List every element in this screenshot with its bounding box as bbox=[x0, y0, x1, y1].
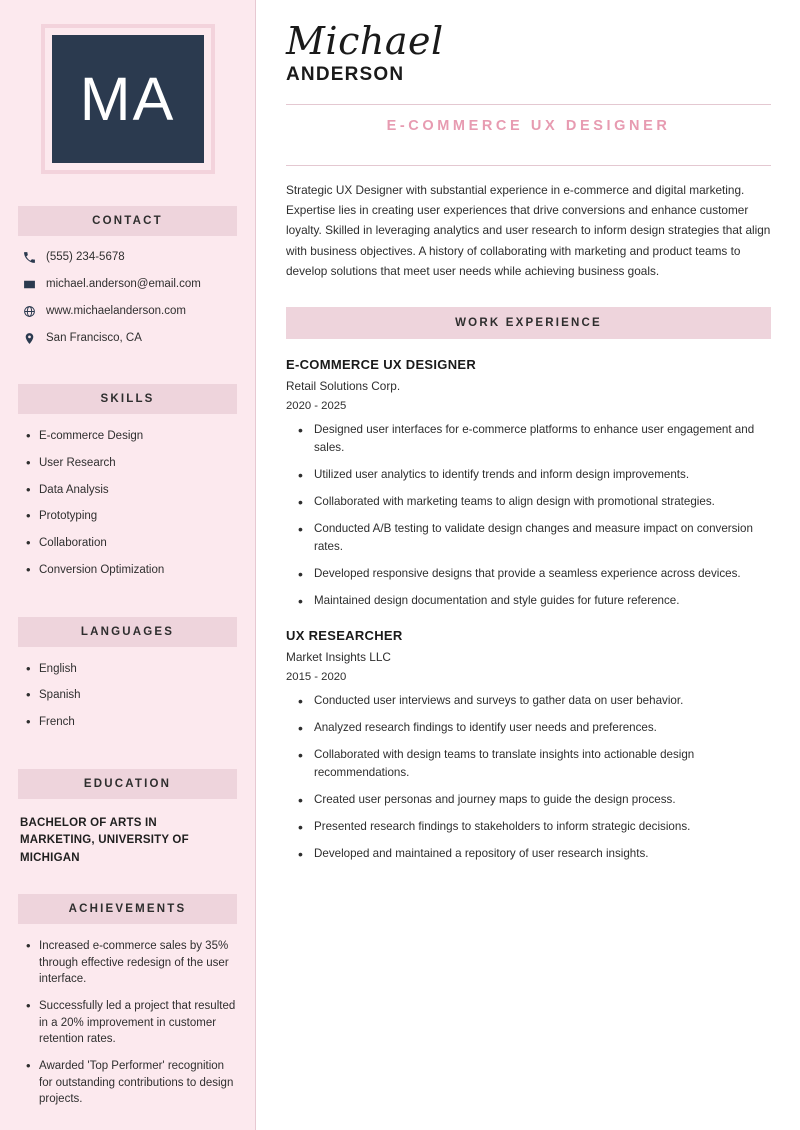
list-item: • Collaborated with marketing teams to align design with promotional strategies. bbox=[298, 493, 771, 511]
contact-phone[interactable] bbox=[22, 250, 237, 264]
list-item: • Maintained design documentation and style guides for future reference. bbox=[298, 592, 771, 610]
contact-location[interactable] bbox=[22, 331, 237, 345]
list-item: • English bbox=[26, 661, 237, 678]
contact-email-value: michael.anderson@email.com bbox=[46, 278, 201, 291]
achievements-heading: ACHIEVEMENTS bbox=[18, 894, 237, 924]
achievements-list bbox=[26, 938, 237, 1118]
monogram-block bbox=[52, 35, 204, 163]
list-item: • Conducted user interviews and surveys to gather data on user behavior. bbox=[298, 692, 771, 710]
contact-email[interactable] bbox=[22, 277, 237, 291]
list-item: • Prototyping bbox=[26, 508, 237, 525]
education-heading: EDUCATION bbox=[18, 769, 237, 799]
skills-heading: SKILLS bbox=[18, 384, 237, 414]
monogram-initials: MA bbox=[79, 65, 176, 134]
profile-summary: Strategic UX Designer with substantial experience in e-commerce and digital marketing. Expertise lies in creating user experiences that drive conversions and enhance customer loyalty. Skilled in leveraging analytics and user research to inform design strategies that align with business objectives. A history of collaborating with marketing and product teams to develop solutions that meet user needs while achieving business goals. bbox=[286, 182, 771, 279]
list-item: • Designed user interfaces for e-commerce platforms to enhance user engagement and sales. bbox=[298, 421, 771, 457]
experience-company: Retail Solutions Corp. bbox=[286, 379, 401, 394]
list-item: • E-commerce Design bbox=[26, 428, 237, 445]
divider-bottom bbox=[286, 165, 771, 166]
monogram-frame bbox=[41, 24, 215, 174]
list-item: • Increased e-commerce sales by 35% through effective redesign of the user interface. bbox=[26, 938, 237, 988]
experience-item bbox=[286, 628, 771, 863]
globe-icon bbox=[22, 304, 36, 318]
list-item: • Conversion Optimization bbox=[26, 562, 237, 579]
experience-bullets bbox=[298, 692, 771, 863]
list-item: • Collaboration bbox=[26, 535, 237, 552]
list-item: • French bbox=[26, 714, 237, 731]
skills-list bbox=[26, 428, 237, 588]
experience-dates: 2020 - 2025 bbox=[286, 400, 347, 413]
list-item: • Awarded 'Top Performer' recognition for outstanding contributions to design projects. bbox=[26, 1058, 237, 1108]
list-item: • Developed responsive designs that provide a seamless experience across devices. bbox=[298, 565, 771, 583]
last-name: ANDERSON bbox=[286, 63, 405, 85]
list-item: • User Research bbox=[26, 455, 237, 472]
list-item: • Collaborated with design teams to translate insights into actionable design recommendations. bbox=[298, 746, 771, 782]
list-item: • Presented research findings to stakeholders to inform strategic decisions. bbox=[298, 818, 771, 836]
first-name: Michael bbox=[286, 19, 444, 63]
contact-phone-value: (555) 234-5678 bbox=[46, 251, 125, 264]
list-item: • Conducted A/B testing to validate design changes and measure impact on conversion rates. bbox=[298, 520, 771, 556]
experience-dates: 2015 - 2020 bbox=[286, 671, 347, 684]
experience-bullets bbox=[298, 421, 771, 610]
experience-item bbox=[286, 357, 771, 610]
contact-website[interactable] bbox=[22, 304, 237, 318]
experience-title: UX RESEARCHER bbox=[286, 628, 403, 644]
location-pin-icon bbox=[22, 331, 36, 345]
list-item: • Analyzed research findings to identify user needs and preferences. bbox=[298, 719, 771, 737]
sidebar bbox=[0, 0, 256, 1130]
list-item: • Utilized user analytics to identify trends and inform design improvements. bbox=[298, 466, 771, 484]
main-content bbox=[256, 0, 800, 1130]
contact-heading: CONTACT bbox=[18, 206, 237, 236]
list-item: • Data Analysis bbox=[26, 482, 237, 499]
education-degree: BACHELOR OF ARTS IN MARKETING, UNIVERSITY OF MICHIGAN bbox=[20, 816, 189, 865]
experience-company: Market Insights LLC bbox=[286, 650, 391, 665]
list-item: • Spanish bbox=[26, 687, 237, 704]
work-experience-heading: WORK EXPERIENCE bbox=[286, 307, 771, 339]
languages-list bbox=[26, 661, 237, 741]
contact-location-value: San Francisco, CA bbox=[46, 332, 142, 345]
list-item: • Created user personas and journey maps to guide the design process. bbox=[298, 791, 771, 809]
envelope-icon bbox=[22, 277, 36, 291]
list-item: • Successfully led a project that resulted in a 20% improvement in customer retention rates. bbox=[26, 998, 237, 1048]
list-item: • Developed and maintained a repository of user research insights. bbox=[298, 845, 771, 863]
experience-title: E-COMMERCE UX DESIGNER bbox=[286, 357, 477, 373]
phone-icon bbox=[22, 250, 36, 264]
page-title: E-COMMERCE UX DESIGNER bbox=[386, 117, 671, 134]
languages-heading: LANGUAGES bbox=[18, 617, 237, 647]
contact-website-value: www.michaelanderson.com bbox=[46, 305, 186, 318]
